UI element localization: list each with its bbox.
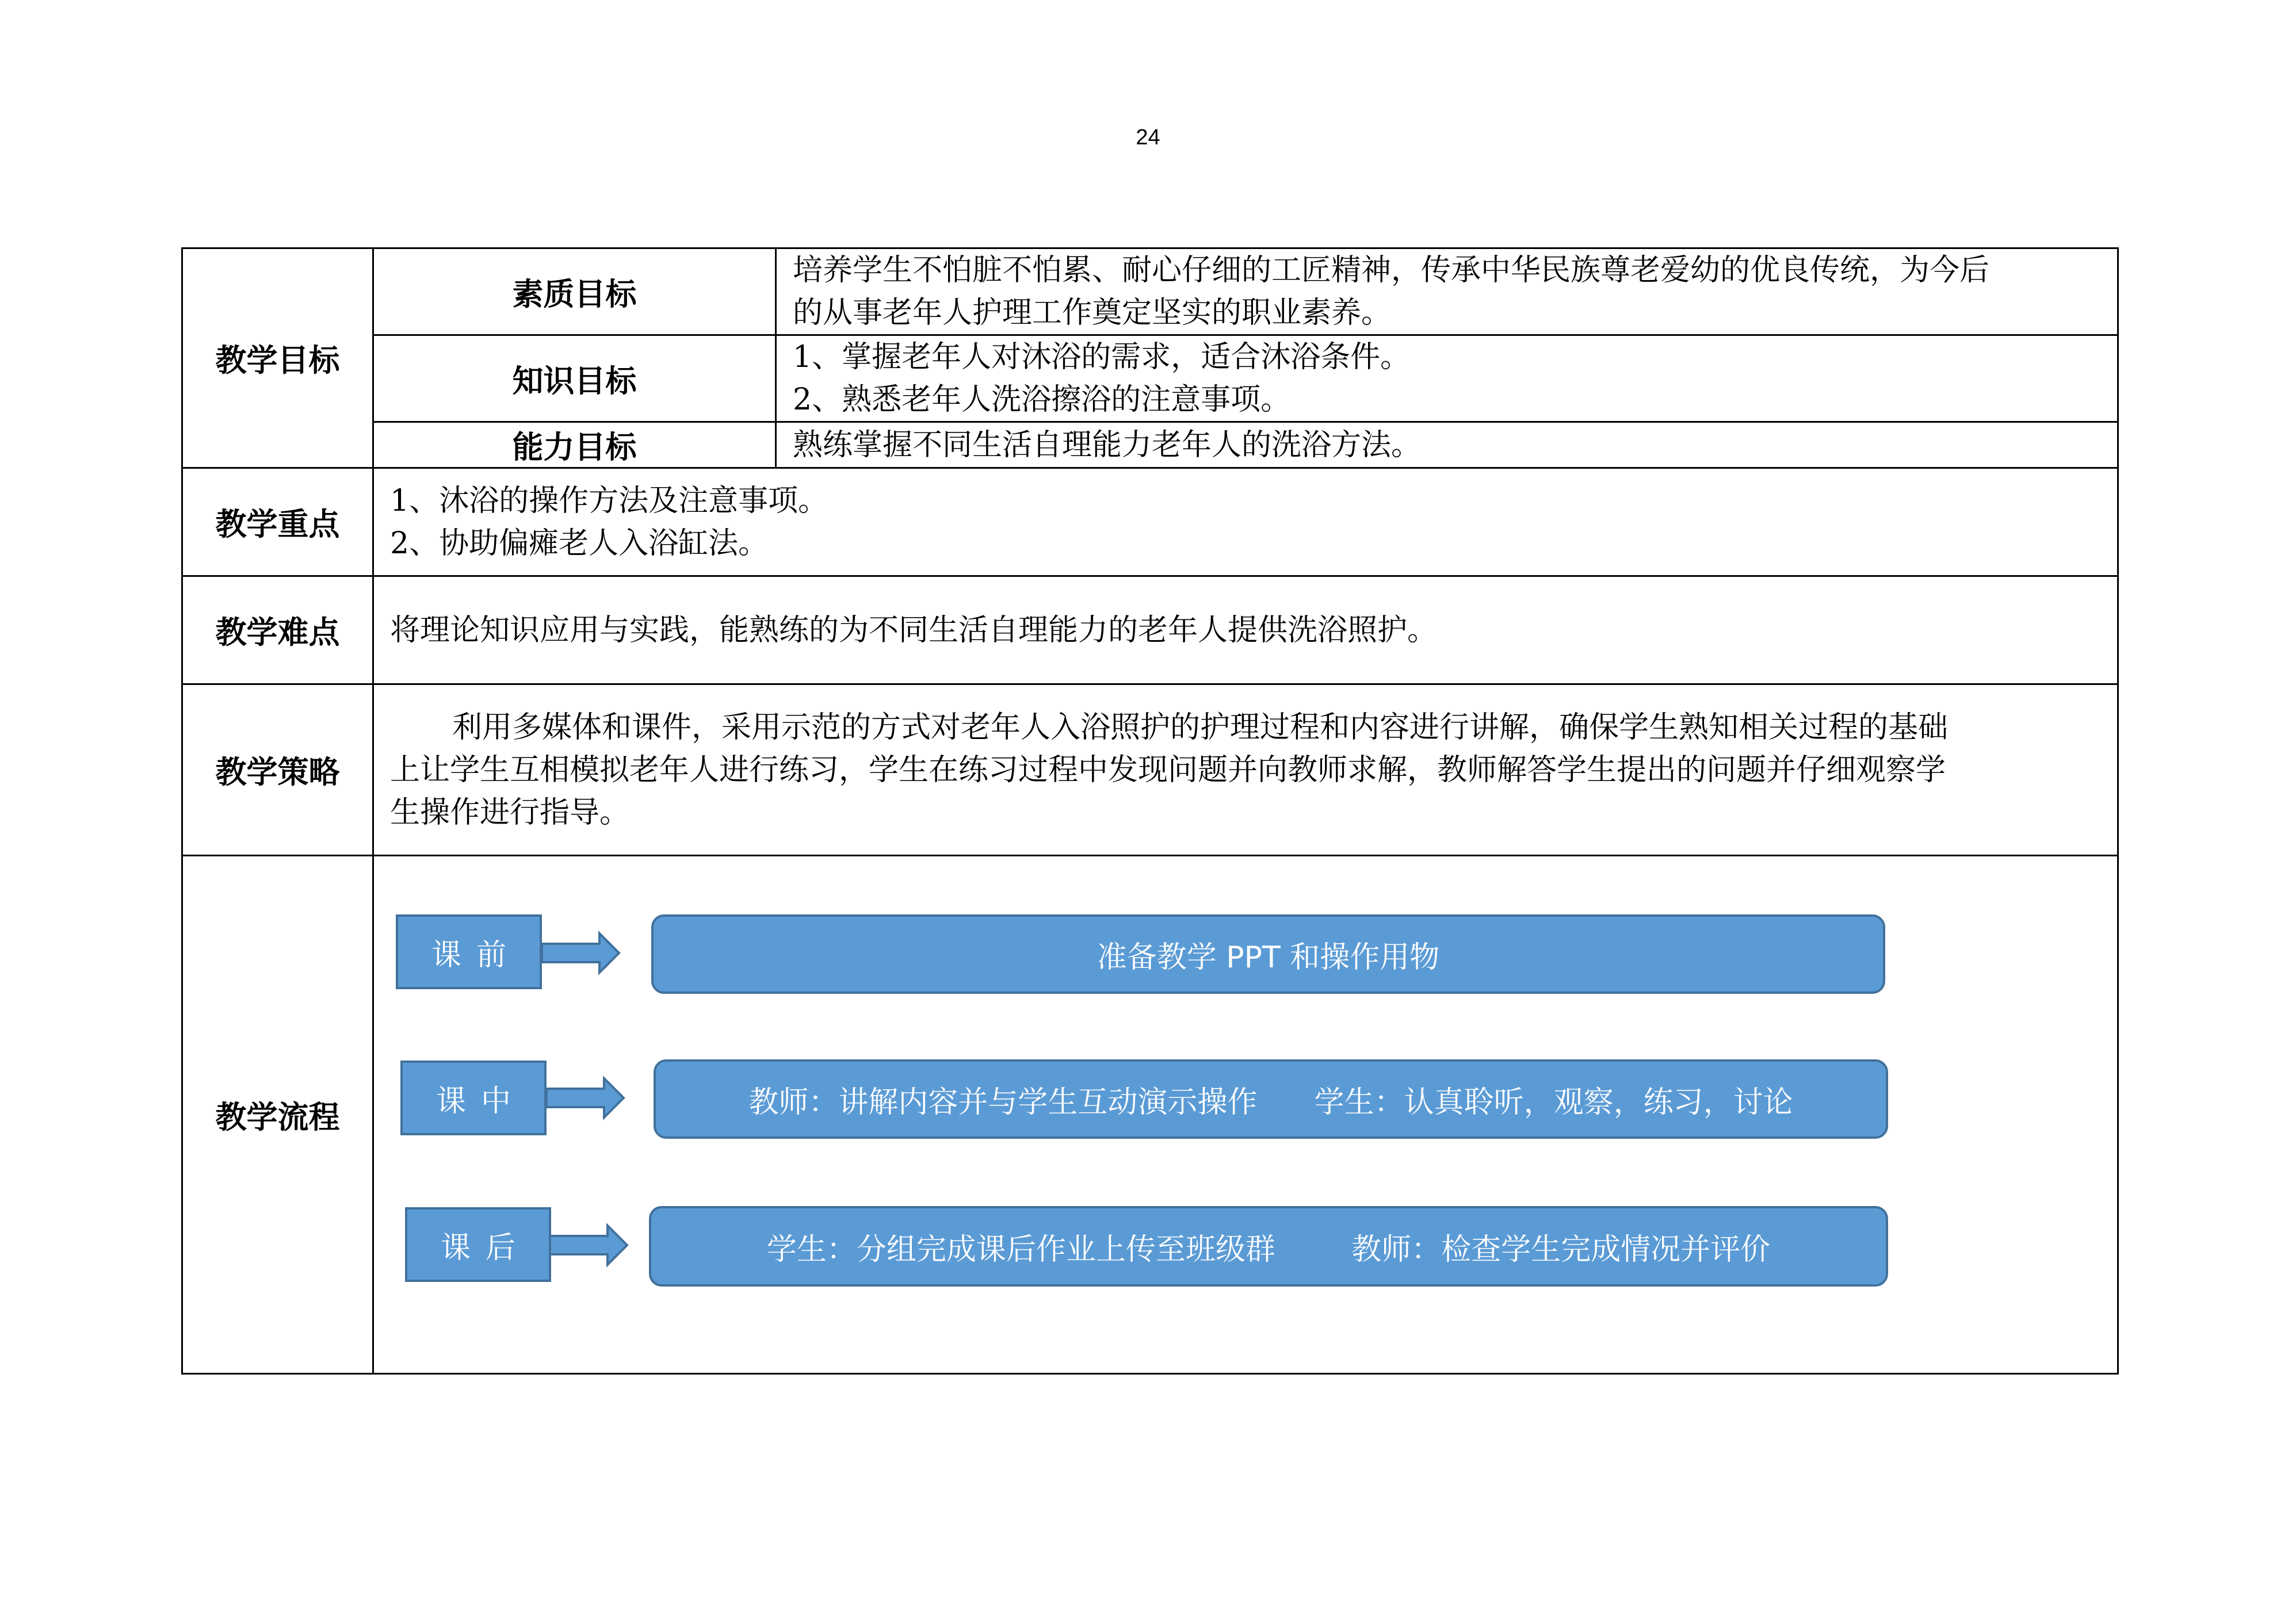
strategy-line-3: 生操作进行指导。 <box>390 795 630 830</box>
process-flow <box>374 856 2117 1373</box>
goal-quality-label: 素质目标 <box>373 248 776 335</box>
arrow-right-icon <box>550 1222 631 1268</box>
arrow-right-icon <box>547 1075 627 1121</box>
difficulties-row <box>182 576 2118 684</box>
key-point-line-1: 1、沐浴的操作方法及注意事项。 <box>390 483 828 518</box>
goal-quality-line-2: 的从事老年人护理工作奠定坚实的职业素养。 <box>793 296 1392 330</box>
lesson-plan-table <box>181 247 2119 1375</box>
process-label: 教学流程 <box>182 856 373 1374</box>
strategy-line-1: 利用多媒体和课件，采用示范的方式对老年人入浴照护的护理过程和内容进行讲解，确保学生熟知相关过程的基础 <box>452 710 1949 745</box>
goals-label: 教学目标 <box>182 248 373 468</box>
step-before-box: 准备教学 PPT 和操作用物 <box>651 914 1885 994</box>
goal-row-quality <box>182 248 2118 335</box>
stage-before-class: 课前 <box>396 914 542 989</box>
step-during-box: 教师：讲解内容并与学生互动演示操作 学生：认真聆听，观察，练习，讨论 <box>654 1059 1888 1139</box>
stage-during-class: 课中 <box>400 1061 547 1135</box>
key-points-label: 教学重点 <box>182 468 373 576</box>
goal-ability-line-1: 熟练掌握不同生活自理能力老年人的洗浴方法。 <box>793 427 1422 462</box>
key-points-content <box>373 468 2118 576</box>
strategy-label: 教学策略 <box>182 684 373 856</box>
arrow-right-icon <box>542 930 622 976</box>
goal-ability-label: 能力目标 <box>373 422 776 468</box>
goal-row-knowledge <box>182 335 2118 422</box>
difficulties-content <box>373 576 2118 684</box>
difficulties-text: 将理论知识应用与实践，能熟练的为不同生活自理能力的老年人提供洗浴照护。 <box>390 613 1438 648</box>
step-after-box: 学生：分组完成课后作业上传至班级群 教师：检查学生完成情况并评价 <box>649 1206 1888 1287</box>
difficulties-label: 教学难点 <box>182 576 373 684</box>
goal-knowledge-line-2: 2、熟悉老年人洗浴擦浴的注意事项。 <box>793 382 1291 417</box>
process-row <box>182 856 2118 1374</box>
goal-knowledge-line-1: 1、掌握老年人对沐浴的需求，适合沐浴条件。 <box>793 340 1411 374</box>
goal-quality-content <box>776 248 2118 335</box>
strategy-content <box>373 684 2118 856</box>
process-content <box>373 856 2118 1374</box>
goal-ability-content <box>776 422 2118 468</box>
stage-after-class: 课后 <box>405 1207 551 1282</box>
key-point-line-2: 2、协助偏瘫老人入浴缸法。 <box>390 526 769 561</box>
strategy-row <box>182 684 2118 856</box>
goal-quality-line-1: 培养学生不怕脏不怕累、耐心仔细的工匠精神，传承中华民族尊老爱幼的优良传统，为今后 <box>793 253 1990 288</box>
key-points-row <box>182 468 2118 576</box>
goal-row-ability <box>182 422 2118 468</box>
goal-knowledge-content <box>776 335 2118 422</box>
goal-knowledge-label: 知识目标 <box>373 335 776 422</box>
strategy-line-2: 上让学生互相模拟老年人进行练习，学生在练习过程中发现问题并向教师求解，教师解答学生提出的问题并仔细观察学 <box>390 752 1946 787</box>
page-number: 24 <box>1136 125 1160 150</box>
